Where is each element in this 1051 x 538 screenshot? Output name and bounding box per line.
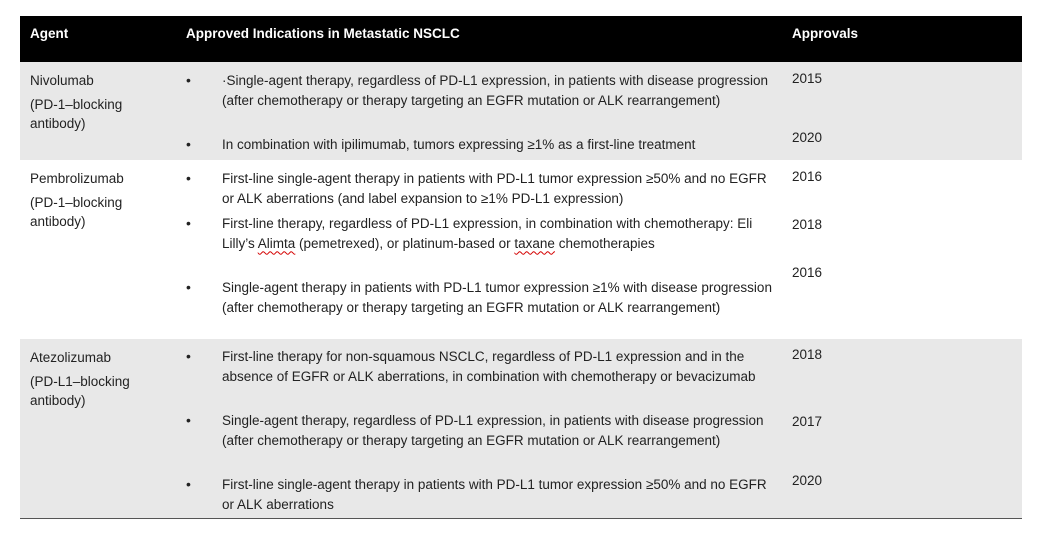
approvals-table	[20, 16, 1022, 519]
agent-description: (PD-1–blocking antibody)	[30, 97, 123, 131]
bullet-icon: •	[186, 215, 191, 231]
bullet-icon: •	[186, 72, 191, 88]
approval-year: 2016	[792, 169, 823, 184]
bullet-icon: •	[186, 136, 191, 152]
bullet-icon: •	[186, 476, 191, 492]
table-row-pembrolizumab	[20, 160, 1022, 339]
spellcheck-word: Alimta	[257, 235, 296, 251]
indication-text: Single-agent therapy in patients with PD-L1 tumor expression ≥1% with disease progression (after chemotherapy or therapy targeting an EGFR mutation or ALK rearrangement)	[222, 280, 772, 315]
agent-cell	[30, 348, 170, 410]
bullet-icon: •	[186, 279, 191, 295]
agent-cell	[30, 71, 170, 133]
agent-description: (PD-L1–blocking antibody)	[30, 374, 130, 408]
approval-year: 2020	[792, 130, 823, 145]
bullet-icon: •	[186, 170, 191, 186]
bullet-icon: •	[186, 348, 191, 364]
table-row-atezolizumab	[20, 339, 1022, 519]
approval-year: 2017	[792, 414, 823, 429]
spellcheck-word: taxane	[514, 235, 555, 251]
bullet-icon: •	[186, 412, 191, 428]
agent-name: Pembrolizumab	[30, 171, 124, 186]
table-row-nivolumab	[20, 62, 1022, 160]
indication-text: ·Single-agent therapy, regardless of PD-L1 expression, in patients with disease progression (after chemotherapy or therapy targeting an EGFR mutation or ALK rearrangement)	[222, 73, 769, 108]
approval-year: 2018	[792, 217, 823, 232]
indication-text: Single-agent therapy, regardless of PD-L1 expression, in patients with disease progression (after chemotherapy or therapy targeting an EGFR mutation or ALK rearrangement)	[222, 413, 764, 448]
indication-text: First-line single-agent therapy in patients with PD-L1 tumor expression ≥50% and no EGFR or ALK aberrations	[222, 477, 767, 512]
agent-cell	[30, 169, 170, 231]
header-indications: Approved Indications in Metastatic NSCLC	[186, 26, 460, 41]
table-bottom-rule	[20, 518, 1022, 519]
indication-text: First-line therapy for non-squamous NSCLC, regardless of PD-L1 expression and in the absence of EGFR or ALK aberrations, in combination with chemotherapy or bevacizumab	[222, 349, 756, 384]
header-approvals: Approvals	[792, 26, 859, 41]
agent-description: (PD-1–blocking antibody)	[30, 195, 123, 229]
table-header	[20, 16, 1022, 62]
header-agent: Agent	[30, 26, 69, 41]
approval-year: 2018	[792, 347, 823, 362]
agent-name: Nivolumab	[30, 73, 94, 88]
indication-text: First-line single-agent therapy in patients with PD-L1 tumor expression ≥50% and no EGFR or ALK aberrations (and label expansion to ≥1% PD-L1 expression)	[222, 171, 767, 206]
indication-text: In combination with ipilimumab, tumors expressing ≥1% as a first-line treatment	[222, 137, 696, 152]
approval-year: 2016	[792, 265, 823, 280]
agent-name: Atezolizumab	[30, 350, 112, 365]
approval-year: 2015	[792, 71, 823, 86]
approval-year: 2020	[792, 473, 823, 488]
indication-text: First-line therapy, regardless of PD-L1 expression, in combination with chemotherapy: Eli Lilly’s Alimta (pemetrexed), or platinum-based or taxane chemotherapies	[222, 216, 753, 251]
